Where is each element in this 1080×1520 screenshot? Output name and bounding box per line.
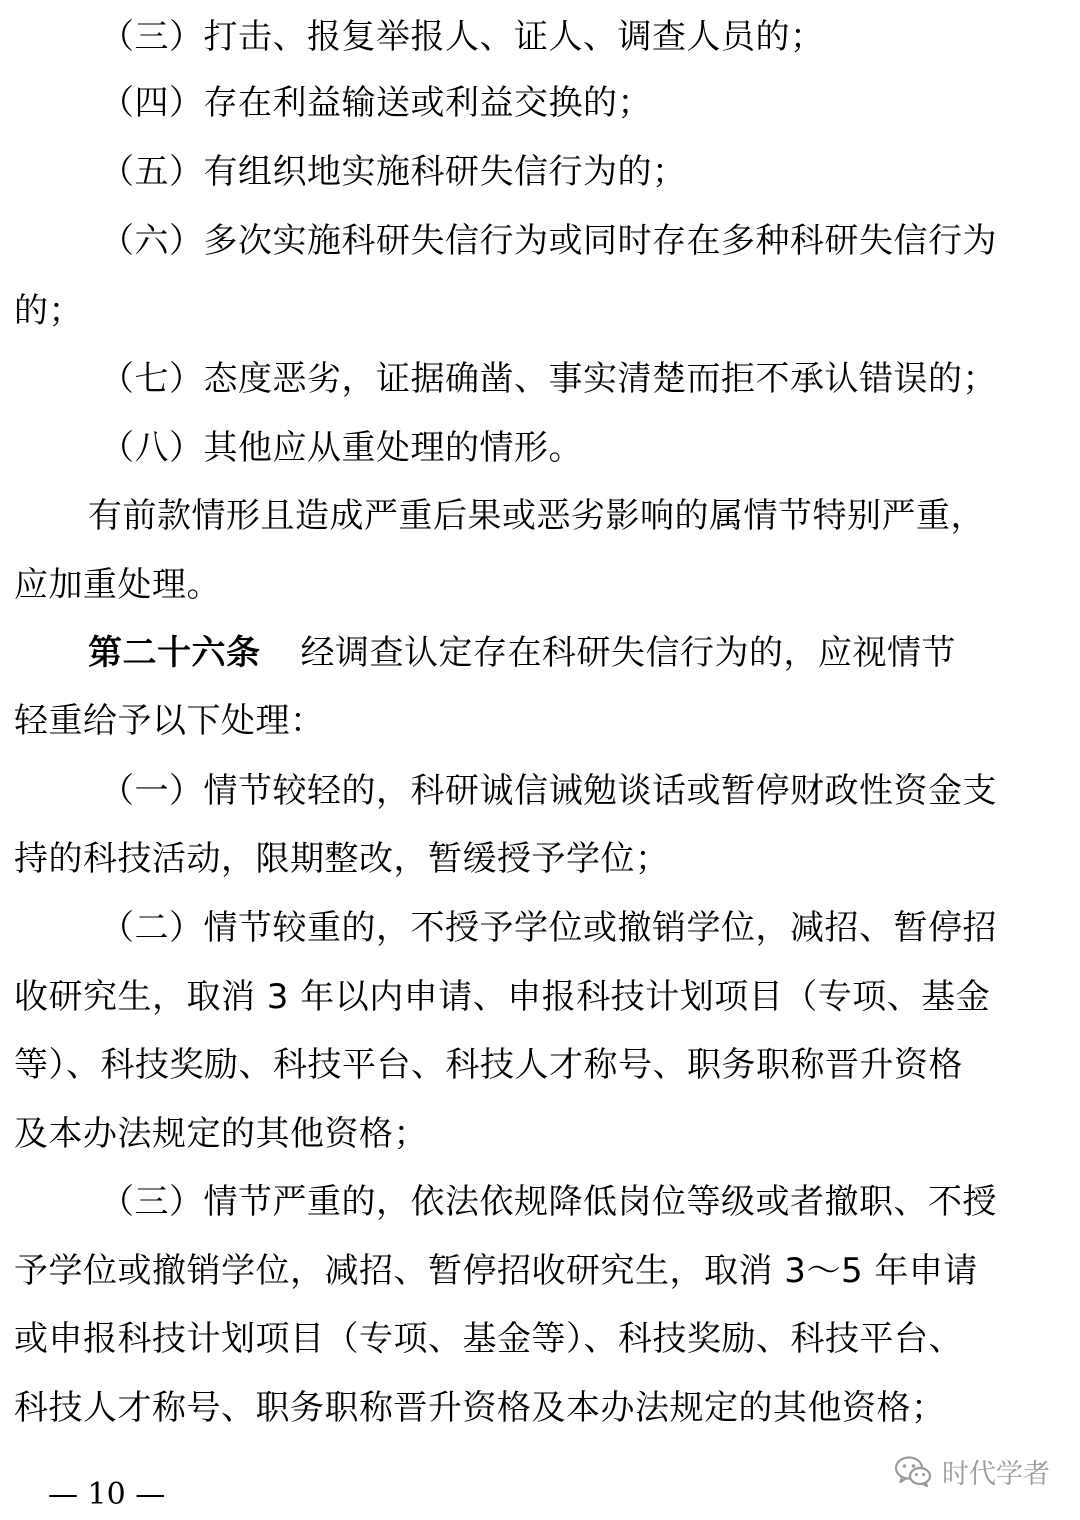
text-line: （三）打击、报复举报人、证人、调查人员的； (100, 17, 825, 57)
text-line: 应加重处理。 (14, 565, 221, 605)
text-line: 的； (14, 291, 83, 331)
watermark (892, 1446, 1050, 1496)
text-line: 持的科技活动，限期整改，暂缓授予学位； (14, 839, 670, 879)
wechat-icon (892, 1450, 934, 1492)
watermark-text: 时代学者 (942, 1458, 1050, 1490)
text-line: （一）情节较轻的，科研诚信诫勉谈话或暂停财政性资金支 (100, 771, 997, 811)
text-line: （三）情节严重的，依法依规降低岗位等级或者撤职、不授 (100, 1182, 997, 1222)
text-line: 有前款情形且造成严重后果或恶劣影响的属情节特别严重， (88, 496, 985, 536)
text-line: 或申报科技计划项目（专项、基金等）、科技奖励、科技平台、 (14, 1319, 963, 1359)
text-line: 收研究生，取消 3 年以内申请、申报科技计划项目（专项、基金 (14, 977, 991, 1017)
text-line: （五）有组织地实施科研失信行为的； (100, 152, 687, 192)
article-title: 第二十六条 (88, 633, 261, 673)
text-line: （七）态度恶劣，证据确凿、事实清楚而拒不承认错误的； (100, 359, 997, 399)
text-line: （四）存在利益输送或利益交换的； (100, 83, 652, 123)
text-line: 及本办法规定的其他资格； (14, 1114, 428, 1154)
text-line: 等）、科技奖励、科技平台、科技人才称号、职务职称晋升资格 (14, 1045, 963, 1085)
text-line: （六）多次实施科研失信行为或同时存在多种科研失信行为 (100, 221, 997, 261)
text-line: （八）其他应从重处理的情形。 (100, 428, 583, 468)
text-line: 予学位或撤销学位，减招、暂停招收研究生，取消 3～5 年申请 (14, 1251, 978, 1291)
text-line: 轻重给予以下处理： (14, 701, 325, 741)
article-line (88, 622, 1070, 684)
text-line: 经调查认定存在科研失信行为的，应视情节 (300, 633, 956, 673)
text-line: 科技人才称号、职务职称晋升资格及本办法规定的其他资格； (14, 1388, 946, 1428)
page-number: — 10 — (48, 1477, 166, 1512)
text-line: （二）情节较重的，不授予学位或撤销学位，减招、暂停招 (100, 908, 997, 948)
